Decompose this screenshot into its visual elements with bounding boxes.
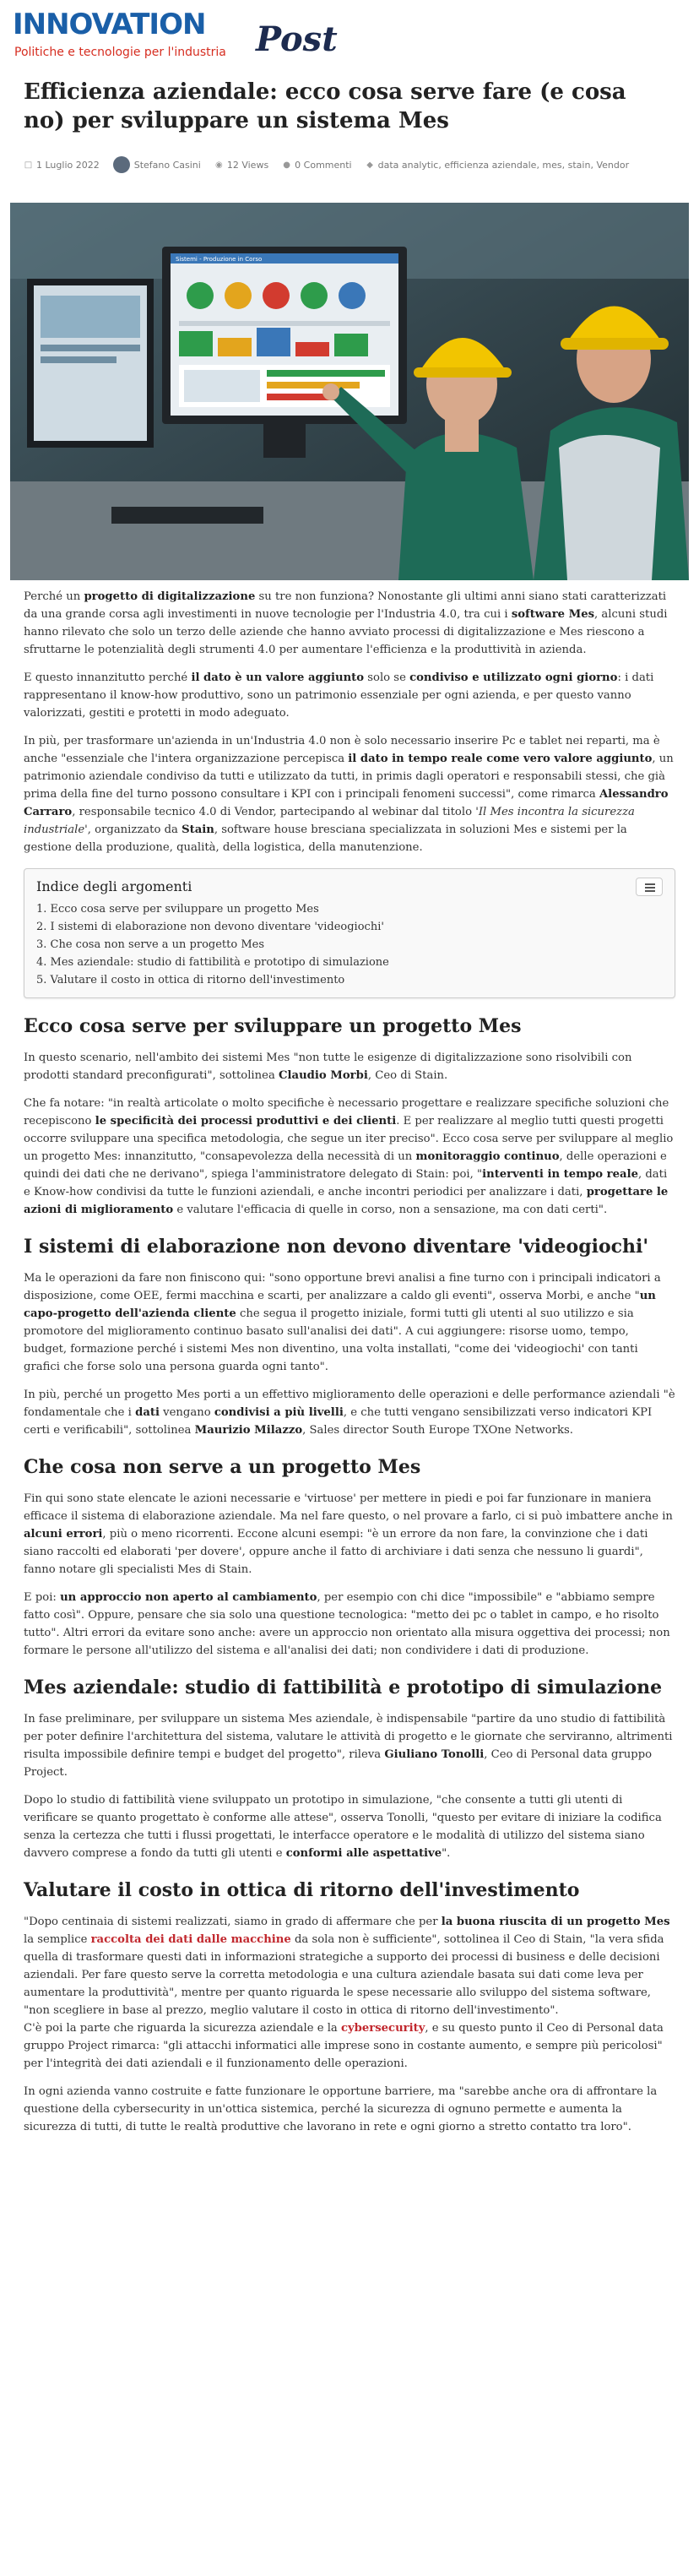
- section-heading-5: Valutare il costo in ottica di ritorno dell'investimento: [24, 1879, 580, 1901]
- logo-post-text: Post: [256, 19, 338, 59]
- meta-author-text[interactable]: Stefano Casini: [133, 159, 201, 171]
- toc-item[interactable]: [36, 900, 663, 918]
- section-1-paragraph-2: Che fa notare: "in realtà articolate o molto specifiche è necessario progettare e realizzare specifiche soluzioni che recepiscono le specificità dei processi produttivi e dei clienti. E per realizzare al meglio tutti questi progetti occorre sviluppare una specifica metodologia, che segue un iter preciso". Ecco cosa serve per sviluppare al meglio un progetto Mes: innanzitutto, "consapevolezza della necessità di un monitoraggio continuo, delle operazioni e quindi dei dati che ne derivano", spiega l'amministratore delegato di Stain: poi, "interventi in tempo reale, dati e Know-how condivisi da tutte le funzioni aziendali, e anche incontri periodici per analizzare i dati, progettare le azioni di miglioramento e valutare l'efficacia di quelle in corso, non a sensazione, ma con dati certi".: [24, 1097, 674, 1216]
- section-5-paragraph-3: In ogni azienda vanno costruite e fatte funzionare le opportune barriere, ma "sarebbe anche ora di affrontare la questione della cybersecurity in un'ottica sistemica, perché la sicurezza di ognuno permette e aumenta la sicurezza di tutti, di tutte le realtà produttive che lavorano in rete e ogni giorno a stretto contatto tra loro".: [24, 2085, 658, 2133]
- meta-views: [214, 160, 268, 171]
- toc-title: Indice degli argomenti: [36, 878, 192, 894]
- toc-item[interactable]: [36, 936, 663, 954]
- toc-item[interactable]: [36, 971, 663, 989]
- intro-paragraph-3: In più, per trasformare un'azienda in un'Industria 4.0 non è solo necessario inserire Pc e tablet nei reparti, ma è anche "essenziale che l'intera organizzazione percepisca il dato in tempo reale come vero valore aggiunto, un patrimonio aziendale condiviso da tutti e utilizzato da tutti, in primis dagli operatori e responsabili stessi, che già prima della fine del turno possono consultare i KPI con i principali fenomeni successi", come rimarca Alessandro Carraro, responsabile tecnico 4.0 di Vendor, partecipando al webinar dal titolo 'Il Mes incontra la sicurezza industriale', organizzato da Stain, software house bresciana specializzata in soluzioni Mes e sistemi per la gestione della produzione, qualità, della logistica, della manutenzione.: [24, 735, 674, 854]
- table-of-contents: [24, 868, 675, 998]
- section-4-paragraph-2: Dopo lo studio di fattibilità viene sviluppato un prototipo in simulazione, "che consente a tutti gli utenti di verificare se quanto progettato è conforme alle attese", osserva Tonolli, "questo per evitare di iniziare la codifica senza la certezza che tutti i flussi progettati, le interfacce operatore e le modalità di utilizzo del sistema siano davvero comprese a fondo da tutti gli utenti e conformi alle aspettative".: [24, 1794, 662, 1860]
- screen-header-text: Sistemi - Produzione in Corso: [176, 256, 263, 263]
- toc-toggle-button[interactable]: [636, 878, 663, 896]
- section-heading-3: Che cosa non serve a un progetto Mes: [24, 1456, 421, 1478]
- toc-link-5[interactable]: 5. Valutare il costo in ottica di ritorno dell'investimento: [36, 974, 345, 986]
- eye-icon: ◉: [214, 160, 223, 170]
- meta-date-text: 1 Luglio 2022: [36, 159, 100, 171]
- toc-item[interactable]: [36, 918, 663, 936]
- toc-link-2[interactable]: 2. I sistemi di elaborazione non devono diventare 'videogiochi': [36, 921, 384, 933]
- meta-tags[interactable]: [366, 160, 629, 171]
- intro-paragraph-1: Perché un progetto di digitalizzazione su tre non funziona? Nonostante gli ultimi anni siano stati caratterizzati da una grande corsa agli investimenti in nuove tecnologie per l'Industria 4.0, tra cui i software Mes, alcuni studi hanno rilevato che solo un terzo delle aziende che hanno avviato processi di digitalizzazione e Mes riescono a sfruttarne le potenzialità degli strumenti 4.0 per aumentare l'efficienza e la produttività in azienda.: [24, 590, 668, 656]
- toc-list: [36, 900, 663, 989]
- section-2-paragraph-1: Ma le operazioni da fare non finiscono qui: "sono opportune brevi analisi a fine turno con i principali indicatori a disposizione, come OEE, fermi macchina e scarti, per analizzare a caldo gli eventi", osserva Morbi, e anche "un capo-progetto dell'azienda cliente che segua il progetto iniziale, formi tutti gli utenti al suo utilizzo e sia promotore del miglioramento continuo basato sull'analisi dei dati". A cui aggiungere: risorse uomo, tempo, budget, formazione perché i sistemi Mes non diventino, una volta installati, "come dei 'videogiochi' con tanti grafici che forse solo una persona guarda ogni tanto".: [24, 1272, 661, 1373]
- section-heading-1: Ecco cosa serve per sviluppare un progetto Mes: [24, 1015, 522, 1037]
- section-5-paragraph-2: C'è poi la parte che riguarda la sicurezza aziendale e la cybersecurity, e su questo punto il Ceo di Personal data gruppo Project rimarca: "gli attacchi informatici alle imprese sono in costante aumento, e sempre più pericolosi" per l'integrità dei dati aziendali e il funzionamento delle operazioni.: [24, 2022, 664, 2070]
- toc-link-1[interactable]: 1. Ecco cosa serve per sviluppare un progetto Mes: [36, 903, 319, 916]
- meta-comments[interactable]: [282, 160, 351, 171]
- logo-text: INNOVATION: [13, 8, 206, 41]
- section-2-paragraph-2: In più, perché un progetto Mes porti a un effettivo miglioramento delle operazioni e delle performance aziendali "è fondamentale che i dati vengano condivisi a più livelli, e che tutti vengano sensibilizzati verso indicatori KPI certi e verificabili", sottolinea Maurizio Milazzo, Sales director South Europe TXOne Networks.: [24, 1389, 675, 1437]
- meta-comments-text[interactable]: 0 Commenti: [295, 159, 352, 171]
- author-avatar: [113, 156, 130, 173]
- meta-views-text: 12 Views: [226, 159, 269, 171]
- link-raccolta-dati[interactable]: raccolta dei dati dalle macchine: [90, 1933, 291, 1946]
- meta-author[interactable]: [113, 156, 201, 173]
- tag-icon: ◆: [366, 160, 373, 170]
- section-3-paragraph-2: E poi: un approccio non aperto al cambiamento, per esempio con chi dice "impossibile" e "abbiamo sempre fatto così". Oppure, pensare che sia solo una questione tecnologica: "metto dei pc o tablet in campo, e ho risolto tutto". Altri errori da evitare sono anche: avere un approccio non orientato alla misura oggettiva dei processi; non formare le persone all'utilizzo del sistema e all'analisi dei dati; non condividere i dati di produzione.: [24, 1591, 670, 1657]
- comment-icon: ●: [283, 160, 291, 170]
- toc-link-4[interactable]: 4. Mes aziendale: studio di fattibilità e prototipo di simulazione: [36, 956, 389, 969]
- toc-item[interactable]: [36, 954, 663, 971]
- hero-image: [10, 203, 689, 580]
- screen-gauges: [179, 282, 390, 407]
- section-5-paragraph-1: "Dopo centinaia di sistemi realizzati, siamo in grado di affermare che per la buona riuscita di un progetto Mes la semplice raccolta dei dati dalle macchine da sola non è sufficiente", sottolinea il Ceo di Stain, "la vera sfida quella di trasformare questi dati in informazioni strategiche a supporto dei processi di business e delle decisioni aziendali. Per fare questo serve la corretta metodologia e una cultura aziendale basata sui dati come leva per aumentare la produttività", mentre per quanto riguarda le spese necessarie allo sviluppo del sistema software, "non scegliere in base al prezzo, meglio valutare il costo in ottica di ritorno dell'investimento".: [24, 1916, 670, 2017]
- toc-link-3[interactable]: 3. Che cosa non serve a un progetto Mes: [36, 938, 265, 951]
- hero-illustration: [10, 203, 689, 580]
- section-1-paragraph-1: In questo scenario, nell'ambito dei sistemi Mes "non tutte le esigenze di digitalizzazione sono risolvibili con prodotti standard preconfigurati", sottolinea Claudio Morbi, Ceo di Stain.: [24, 1052, 632, 1082]
- section-heading-4: Mes aziendale: studio di fattibilità e prototipo di simulazione: [24, 1677, 663, 1698]
- article-body: [24, 588, 675, 2146]
- section-heading-2: I sistemi di elaborazione non devono diventare 'videogiochi': [24, 1236, 649, 1258]
- section-4-paragraph-1: In fase preliminare, per sviluppare un sistema Mes aziendale, è indispensabile "partire da uno studio di fattibilità per poter definire l'architettura del sistema, valutare le attività di progetto e le giornate che serviranno, altrimenti risulta impossibile definire tempi e budget del progetto", rileva Giuliano Tonolli, Ceo di Personal data gruppo Project.: [24, 1713, 673, 1779]
- article-title: Efficienza aziendale: ecco cosa serve fare (e cosa no) per sviluppare un sistema Mes: [24, 79, 626, 133]
- article-meta: [24, 157, 691, 172]
- intro-paragraph-2: E questo innanzitutto perché il dato è un valore aggiunto solo se condiviso e utilizzato ogni giorno: i dati rappresentano il know-how produttivo, sono un patrimonio essenziale per ogni azienda, e per questo vanno valorizzati, gestiti e protetti in modo adeguato.: [24, 671, 654, 720]
- site-header: [0, 0, 699, 62]
- meta-tags-text[interactable]: data analytic, efficienza aziendale, mes, stain, Vendor: [377, 159, 630, 171]
- logo-tagline: Politiche e tecnologie per l'industria: [14, 46, 226, 59]
- site-logo[interactable]: [13, 8, 338, 59]
- meta-date: [24, 160, 100, 171]
- link-cybersecurity[interactable]: cybersecurity: [340, 2022, 425, 2035]
- calendar-icon: □: [24, 160, 33, 170]
- section-3-paragraph-1: Fin qui sono state elencate le azioni necessarie e 'virtuose' per mettere in piedi e poi far funzionare in maniera efficace il sistema di elaborazione aziendale. Ma nel fare questo, o nel provare a farlo, ci si può imbattere anche in alcuni errori, più o meno ricorrenti. Eccone alcuni esempi: "è un errore da non fare, la convinzione che i dati siano raccolti ed elaborati 'per dovere', oppure anche il fatto di archiviare i dati senza che nessuno li guardi", fanno notare gli specialisti Mes di Stain.: [24, 1492, 673, 1576]
